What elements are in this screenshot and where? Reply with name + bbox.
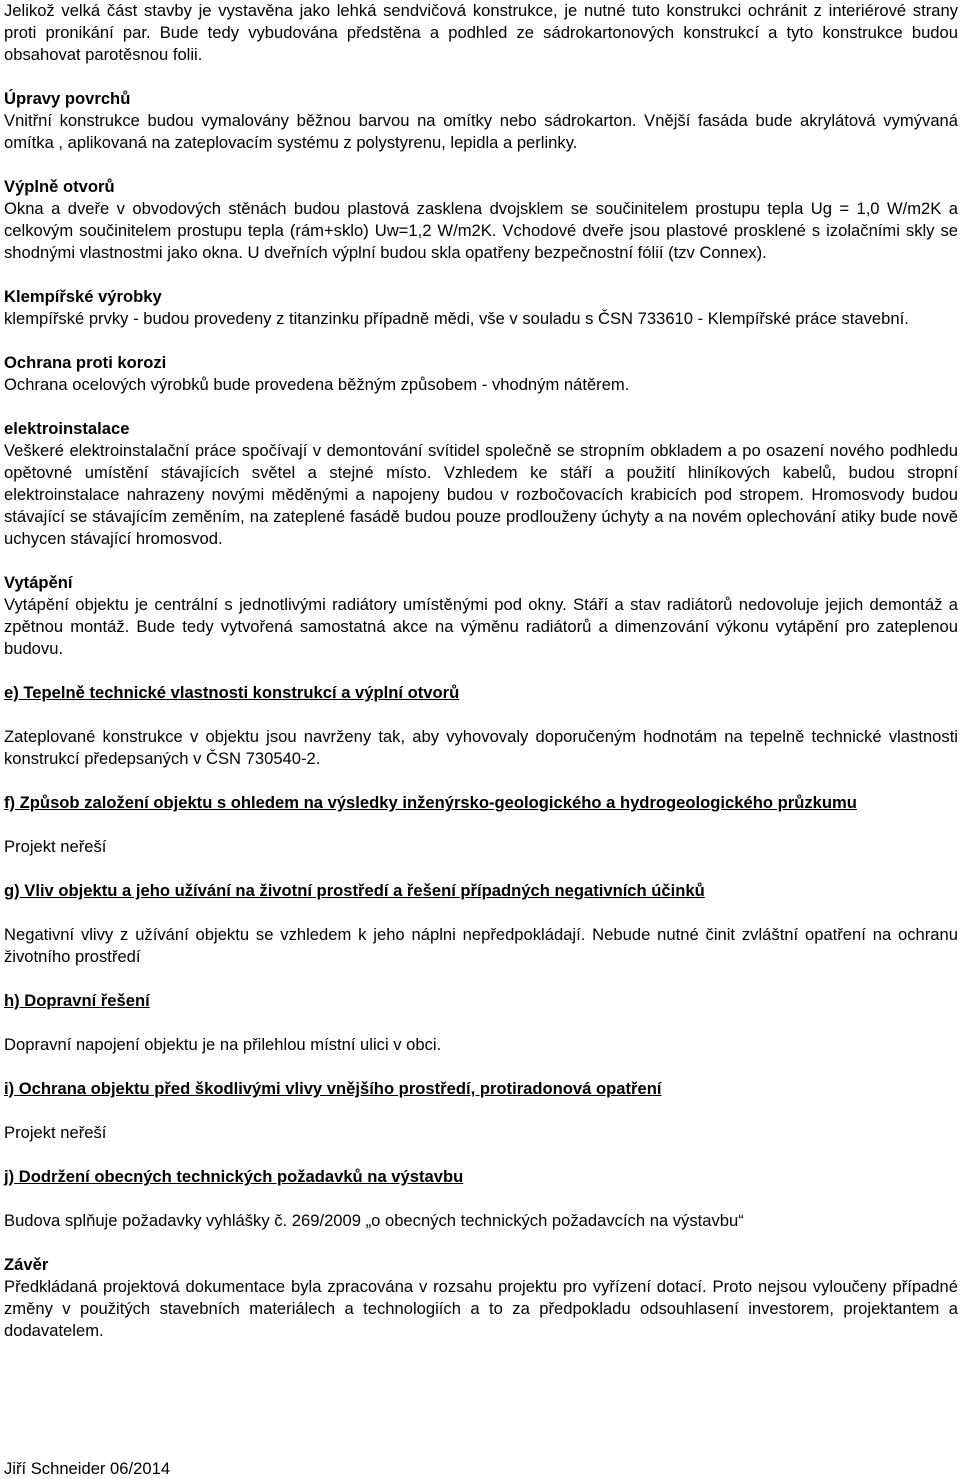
- section-text: Projekt neřeší: [4, 837, 107, 856]
- section-heading: Závěr: [4, 1255, 49, 1274]
- section-text: Okna a dveře v obvodových stěnách budou plastová zasklena dvojsklem se součinitelem prostupu tepla Ug = 1,0 W/m2K a celkovým součinitelem prostupu tepla (rám+sklo) Uw=1,2 W/m2K. Vchodové dveře jsou plastové prosklené s izolačními skly se shodnými vlastnostmi jako okna. U dveřních výplní budou skla opatřeny bezpečnostní fólií (tzv Connex).: [4, 199, 958, 262]
- section-heading: g) Vliv objektu a jeho užívání na životní prostředí a řešení případných negativních účinků: [4, 881, 705, 900]
- section-text: Dopravní napojení objektu je na přilehlou místní ulici v obci.: [4, 1035, 442, 1054]
- signature: Jiří Schneider 06/2014: [4, 1459, 171, 1478]
- section-text: Negativní vlivy z užívání objektu se vzhledem k jeho náplni nepředpokládají. Nebude nutné činit zvláštní opatření na ochranu životního prostředí: [4, 925, 958, 966]
- section-heading: Úpravy povrchů: [4, 89, 131, 108]
- section-heading: i) Ochrana objektu před škodlivými vlivy vnějšího prostředí, protiradonová opatření: [4, 1079, 662, 1098]
- section-heading: Ochrana proti korozi: [4, 353, 167, 372]
- section-heading: e) Tepelně technické vlastnosti konstrukcí a výplní otvorů: [4, 683, 460, 702]
- section-heading: Vytápění: [4, 573, 73, 592]
- section-ochrana-proti-korozi: [4, 352, 958, 396]
- section-text: Budova splňuje požadavky vyhlášky č. 269/2009 „o obecných technických požadavcích na výstavbu“: [4, 1211, 744, 1230]
- document-page: [4, 0, 958, 1342]
- section-text: Zateplované konstrukce v objektu jsou navrženy tak, aby vyhovovaly doporučeným hodnotám na tepelně technické vlastnosti konstrukcí předepsaných v ČSN 730540-2.: [4, 727, 958, 768]
- section-text: Projekt neřeší: [4, 1123, 107, 1142]
- section-h-dopravni-reseni: [4, 990, 958, 1056]
- section-text: Veškeré elektroinstalační práce spočívají v demontování svítidel společně se stropním obkladem a po osazení nového podhledu opětovné umístění stávajících světel a stejné místo. Vzhledem ke stáří a použití hliníkových kabelů, budou stropní elektroinstalace nahrazeny novými měděnými a napojeny budou v rozbočovacích krabicích pod stropem. Hromosvody budou stávající se stávajícím zeměním, na zateplené fasádě budou pouze prodlouženy úchyty a na novém oplechování atiky bude nově uchycen stávající hromosvod.: [4, 441, 958, 548]
- section-upravy-povrchu: [4, 88, 958, 154]
- section-text: Vnitřní konstrukce budou vymalovány běžnou barvou na omítky nebo sádrokarton. Vnější fasáda bude akrylátová vymývaná omítka , aplikovaná na zateplovacím systému z polystyrenu, lepidla a perlinky.: [4, 111, 958, 152]
- section-g-vliv-na-zivotni-prostredi: [4, 880, 958, 968]
- section-heading: Výplně otvorů: [4, 177, 115, 196]
- section-f-zpusob-zalozeni: [4, 792, 958, 858]
- section-heading: f) Způsob založení objektu s ohledem na výsledky inženýrsko-geologického a hydrogeologického průzkumu: [4, 793, 857, 812]
- section-j-dodrzeni-pozadavku: [4, 1166, 958, 1232]
- section-vytapeni: [4, 572, 958, 660]
- section-heading: j) Dodržení obecných technických požadavků na výstavbu: [4, 1167, 464, 1186]
- section-vyplne-otvoru: [4, 176, 958, 264]
- section-text: klempířské prvky - budou provedeny z titanzinku případně mědi, vše v souladu s ČSN 733610 - Klempířské práce stavební.: [4, 309, 909, 328]
- section-heading: elektroinstalace: [4, 419, 130, 438]
- section-text: Vytápění objektu je centrální s jednotlivými radiátory umístěnými pod okny. Stáří a stav radiátorů nedovoluje jejich demontáž a zpětnou montáž. Bude tedy vytvořená samostatná akce na výměnu radiátorů a dimenzování výkonu vytápění pro zateplenou budovu.: [4, 595, 958, 658]
- section-elektroinstalace: [4, 418, 958, 550]
- intro-paragraph: Jelikož velká část stavby je vystavěna jako lehká sendvičová konstrukce, je nutné tuto konstrukci ochránit z interiérové strany proti pronikání par. Bude tedy vybudována předstěna a podhled ze sádrokartonových konstrukcí a tyto konstrukce budou obsahovat parotěsnou folii.: [4, 1, 958, 64]
- section-heading: h) Dopravní řešení: [4, 991, 150, 1010]
- section-heading: Klempířské výrobky: [4, 287, 162, 306]
- section-text: Ochrana ocelových výrobků bude provedena běžným způsobem - vhodným nátěrem.: [4, 375, 630, 394]
- section-zaver: [4, 1254, 958, 1342]
- section-i-ochrana-objektu: [4, 1078, 958, 1144]
- section-klempirske-vyrobky: [4, 286, 958, 330]
- section-text: Předkládaná projektová dokumentace byla zpracována v rozsahu projektu pro vyřízení dotací. Proto nejsou vyloučeny případné změny v použitých stavebních materiálech a technologiích a to za předpokladu odsouhlasení investorem, projektantem a dodavatelem.: [4, 1277, 958, 1340]
- section-e-tepelne-technicke-vlastnosti: [4, 682, 958, 770]
